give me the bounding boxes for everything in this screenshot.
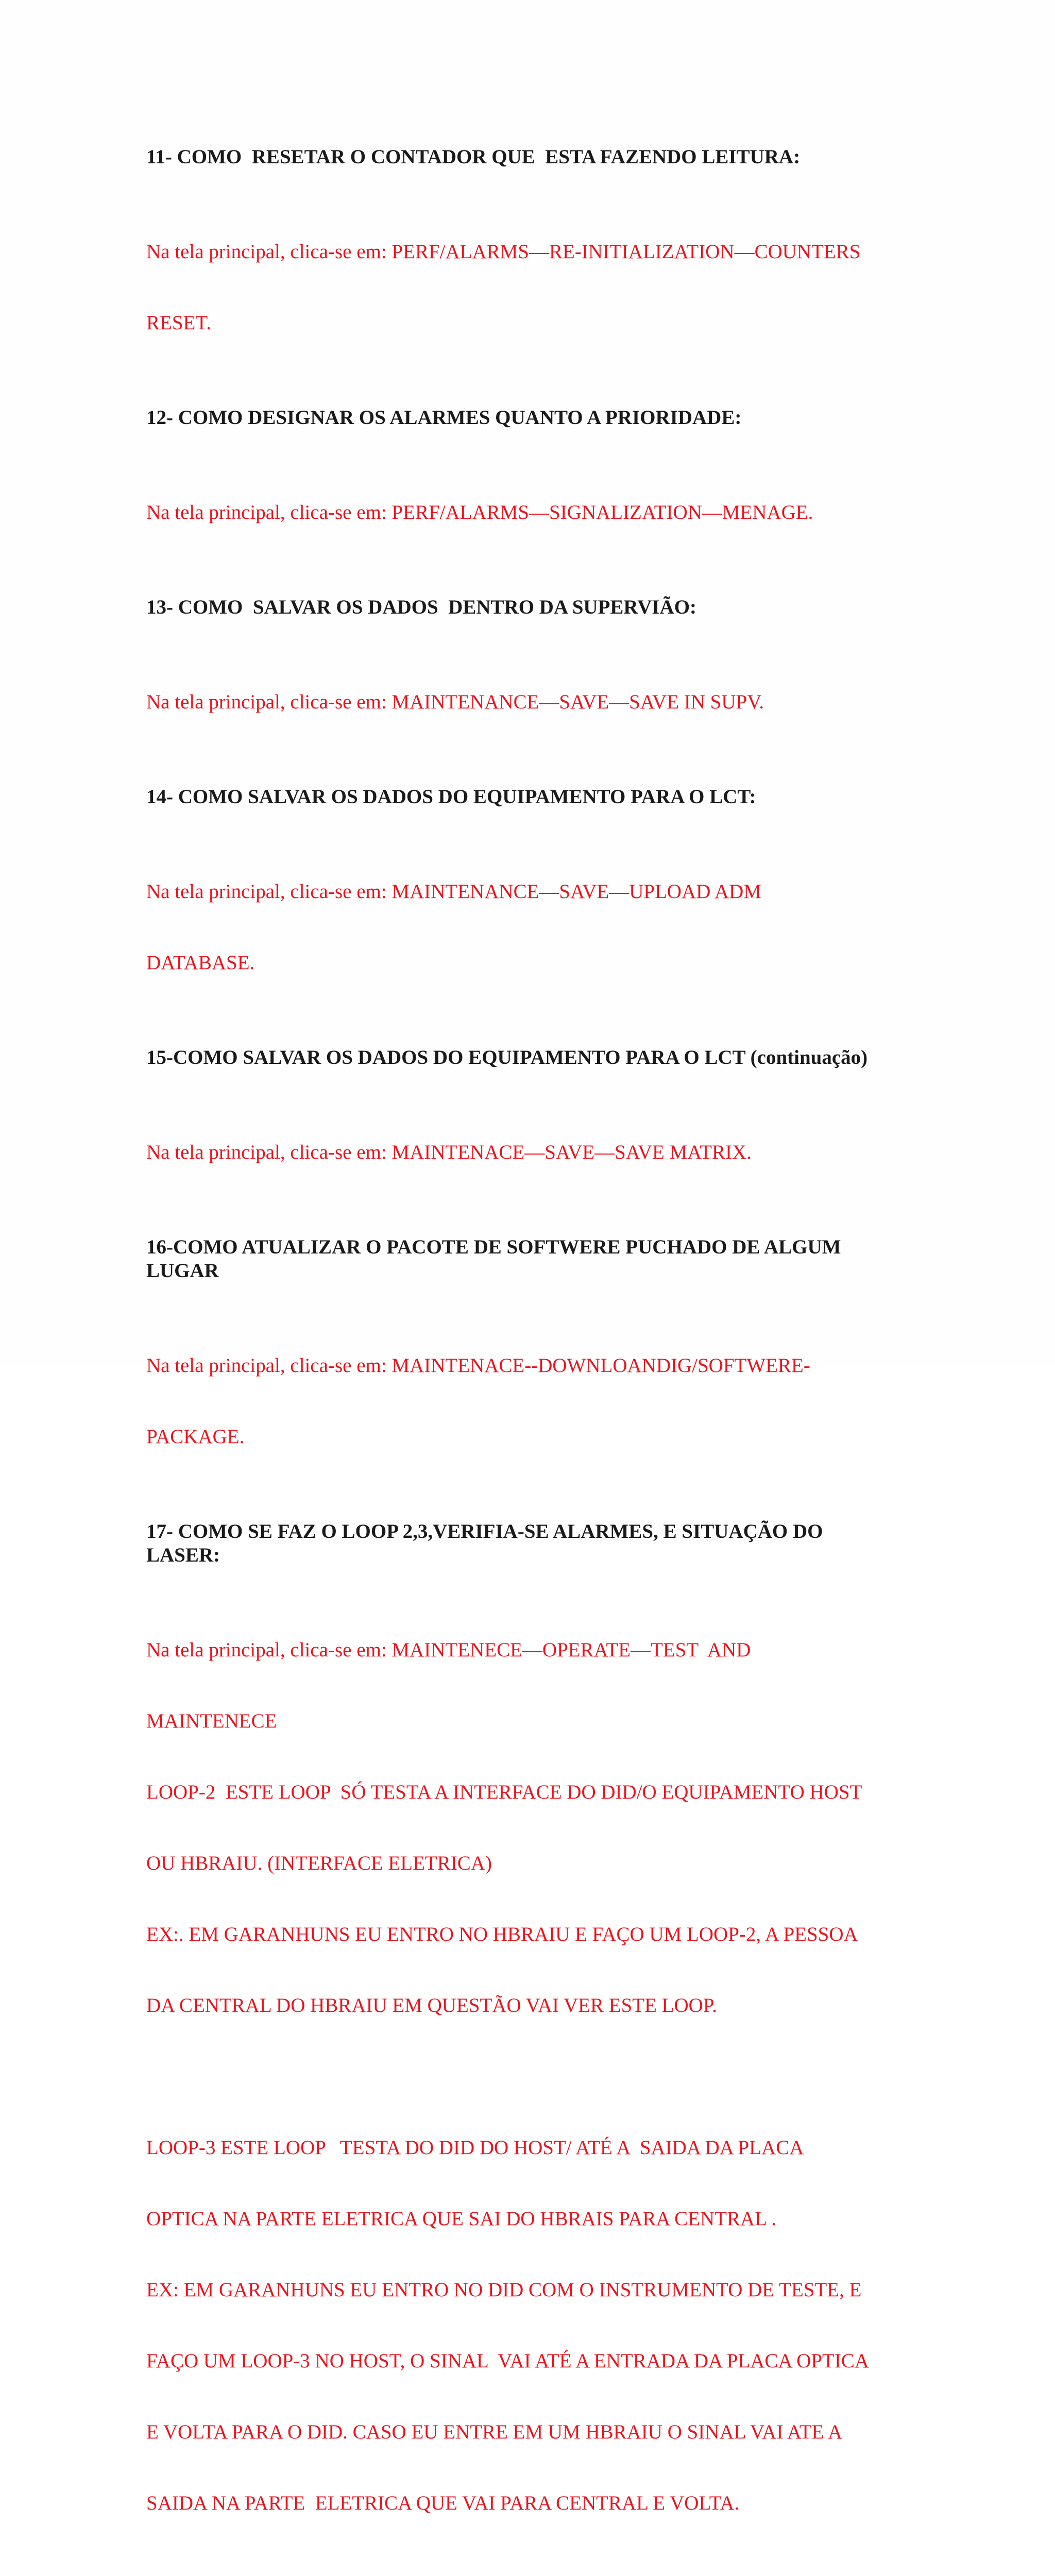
section-heading-16: 16-COMO ATUALIZAR O PACOTE DE SOFTWERE PUCHADO DE ALGUM LUGAR	[146, 1236, 841, 1282]
section-heading-11: 11- COMO RESETAR O CONTADOR QUE ESTA FAZENDO LEITURA:	[146, 146, 801, 168]
answer-line: FAÇO UM LOOP-3 NO HOST, O SINAL VAI ATÉ A ENTRADA DA PLACA OPTICA	[146, 2350, 870, 2372]
section-answer-13	[146, 643, 919, 761]
answer-line: Na tela principal, clica-se em: PERF/ALARMS—SIGNALIZATION—MENAGE.	[146, 501, 813, 523]
answer-line: OPTICA NA PARTE ELETRICA QUE SAI DO HBRAIS PARA CENTRAL .	[146, 2208, 777, 2230]
section-answer-17	[146, 1591, 919, 2563]
answer-line: MAINTENECE	[146, 1710, 277, 1732]
section-heading-14: 14- COMO SALVAR OS DADOS DO EQUIPAMENTO PARA O LCT:	[146, 786, 756, 808]
answer-line: Na tela principal, clica-se em: MAINTENANCE—SAVE—SAVE IN SUPV.	[146, 691, 764, 713]
section-heading-13: 13- COMO SALVAR OS DADOS DENTRO DA SUPERVIÃO:	[146, 596, 697, 618]
section-heading-17: 17- COMO SE FAZ O LOOP 2,3,VERIFIA-SE ALARMES, E SITUAÇÃO DO LASER:	[146, 1520, 823, 1566]
answer-line: SAIDA NA PARTE ELETRICA QUE VAI PARA CENTRAL E VOLTA.	[146, 2492, 740, 2514]
section-answer-16	[146, 1307, 919, 1496]
answer-line: OU HBRAIU. (INTERFACE ELETRICA)	[146, 1852, 492, 1874]
section-answer-11	[146, 193, 919, 382]
answer-line: EX: EM GARANHUNS EU ENTRO NO DID COM O INSTRUMENTO DE TESTE, E	[146, 2279, 862, 2301]
answer-line: Na tela principal, clica-se em: MAINTENECE—OPERATE—TEST AND	[146, 1639, 751, 1661]
answer-line: Na tela principal, clica-se em: MAINTENACE—SAVE—SAVE MATRIX.	[146, 1141, 752, 1163]
answer-line: PACKAGE.	[146, 1426, 245, 1448]
section-heading-12: 12- COMO DESIGNAR OS ALARMES QUANTO A PRIORIDADE:	[146, 406, 742, 429]
answer-line: RESET.	[146, 312, 212, 334]
section-answer-15	[146, 1093, 919, 1212]
answer-line: Na tela principal, clica-se em: MAINTENANCE—SAVE—UPLOAD ADM	[146, 880, 761, 903]
answer-line: LOOP-2 ESTE LOOP SÓ TESTA A INTERFACE DO DID/O EQUIPAMENTO HOST	[146, 1781, 862, 1803]
answer-line: E VOLTA PARA O DID. CASO EU ENTRE EM UM HBRAIU O SINAL VAI ATE A	[146, 2421, 843, 2443]
section-answer-12	[146, 453, 919, 572]
section-answer-14	[146, 833, 919, 1022]
answer-line: DA CENTRAL DO HBRAIU EM QUESTÃO VAI VER ESTE LOOP.	[146, 1994, 717, 2016]
answer-line: Na tela principal, clica-se em: PERF/ALARMS—RE-INITIALIZATION—COUNTERS	[146, 241, 861, 263]
answer-line: DATABASE.	[146, 952, 255, 974]
paragraph-gap	[146, 2065, 919, 2089]
section-heading-15: 15-COMO SALVAR OS DADOS DO EQUIPAMENTO PARA O LCT (continuação)	[146, 1046, 868, 1069]
answer-line: Na tela principal, clica-se em: MAINTENACE--DOWNLOANDIG/SOFTWERE-	[146, 1354, 810, 1377]
answer-line: EX:. EM GARANHUNS EU ENTRO NO HBRAIU E FAÇO UM LOOP-2, A PESSOA	[146, 1923, 858, 1945]
document-content	[146, 145, 919, 2576]
answer-line: LOOP-3 ESTE LOOP TESTA DO DID DO HOST/ ATÉ A SAIDA DA PLACA	[146, 2137, 804, 2159]
